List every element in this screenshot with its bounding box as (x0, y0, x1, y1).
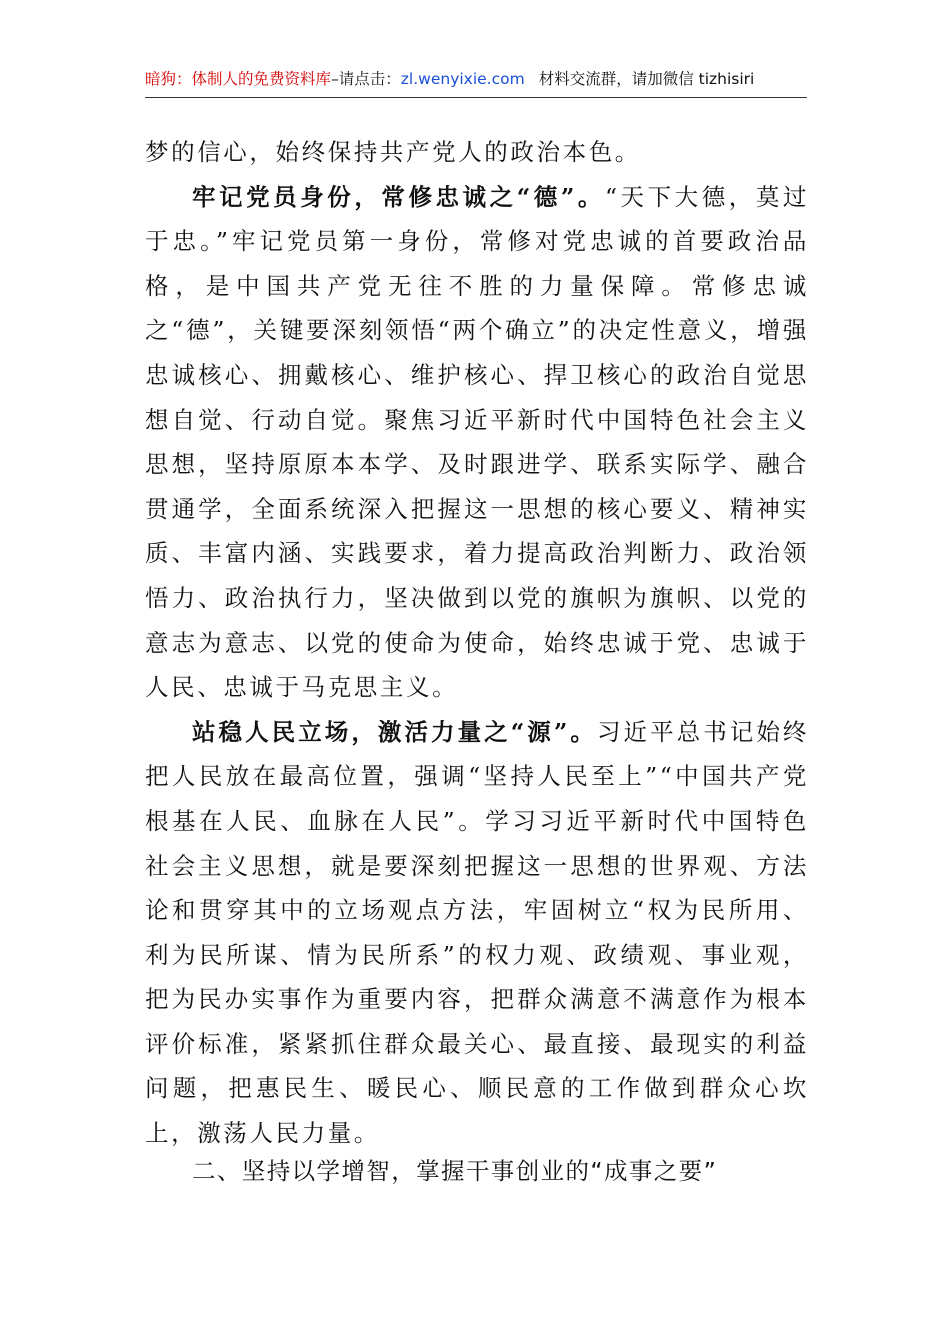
section-heading: 二、坚持以学增智，掌握干事创业的“成事之要” (192, 1157, 718, 1185)
body-text (145, 130, 809, 1156)
header-link[interactable]: zl.wenyixie.com (400, 70, 525, 88)
header-contact: 材料交流群，请加微信 tizhisiri (538, 70, 755, 88)
header-divider (145, 97, 807, 98)
header-brand: 暗狗：体制人的免费资料库 (145, 70, 332, 88)
paragraph-lead: 牢记党员身份，常修忠诚之“德”。 (192, 182, 605, 211)
paragraph-people (145, 710, 809, 1156)
paragraph-text: “天下大德，莫过于忠。”牢记党员第一身份，常修对党忠诚的首要政治品格，是中国共产党无往不胜的力量保障。常修忠诚之“德”，关键要深刻领悟“两个确立”的决定性意义，增强忠诚核心、拥戴核心、维护核心、捍卫核心的政治自觉思想自觉、行动自觉。聚焦习近平新时代中国特色社会主义思想，坚持原原本本学、及时跟进学、联系实际学、融合贯通学，全面系统深入把握这一思想的核心要义、精神实质、丰富内涵、实践要求，着力提高政治判断力、政治领悟力、政治执行力，坚决做到以党的旗帜为旗帜、以党的意志为意志、以党的使命为使命，始终忠诚于党、忠诚于人民、忠诚于马克思主义。 (145, 182, 809, 702)
paragraph-continuation (145, 130, 809, 175)
paragraph-text: 梦的信心，始终保持共产党人的政治本色。 (145, 138, 641, 166)
paragraph-text: 习近平总书记始终把人民放在最高位置，强调“坚持人民至上”“中国共产党根基在人民、血脉在人民”。学习习近平新时代中国特色社会主义思想，就是要深刻把握这一思想的世界观、方法论和贯穿其中的立场观点方法，牢固树立“权为民所用、利为民所谋、情为民所系”的权力观、政绩观、事业观，把为民办实事作为重要内容，把群众满意不满意作为根本评价标准，紧紧抓住群众最关心、最直接、最现实的利益问题，把惠民生、暖民心、顺民意的工作做到群众心坎上，激荡人民力量。 (145, 717, 809, 1148)
header-banner (145, 64, 807, 94)
header-link-prefix: –请点击： (331, 70, 401, 88)
paragraph-loyalty (145, 175, 809, 710)
paragraph-lead: 站稳人民立场，激活力量之“源”。 (192, 717, 597, 746)
